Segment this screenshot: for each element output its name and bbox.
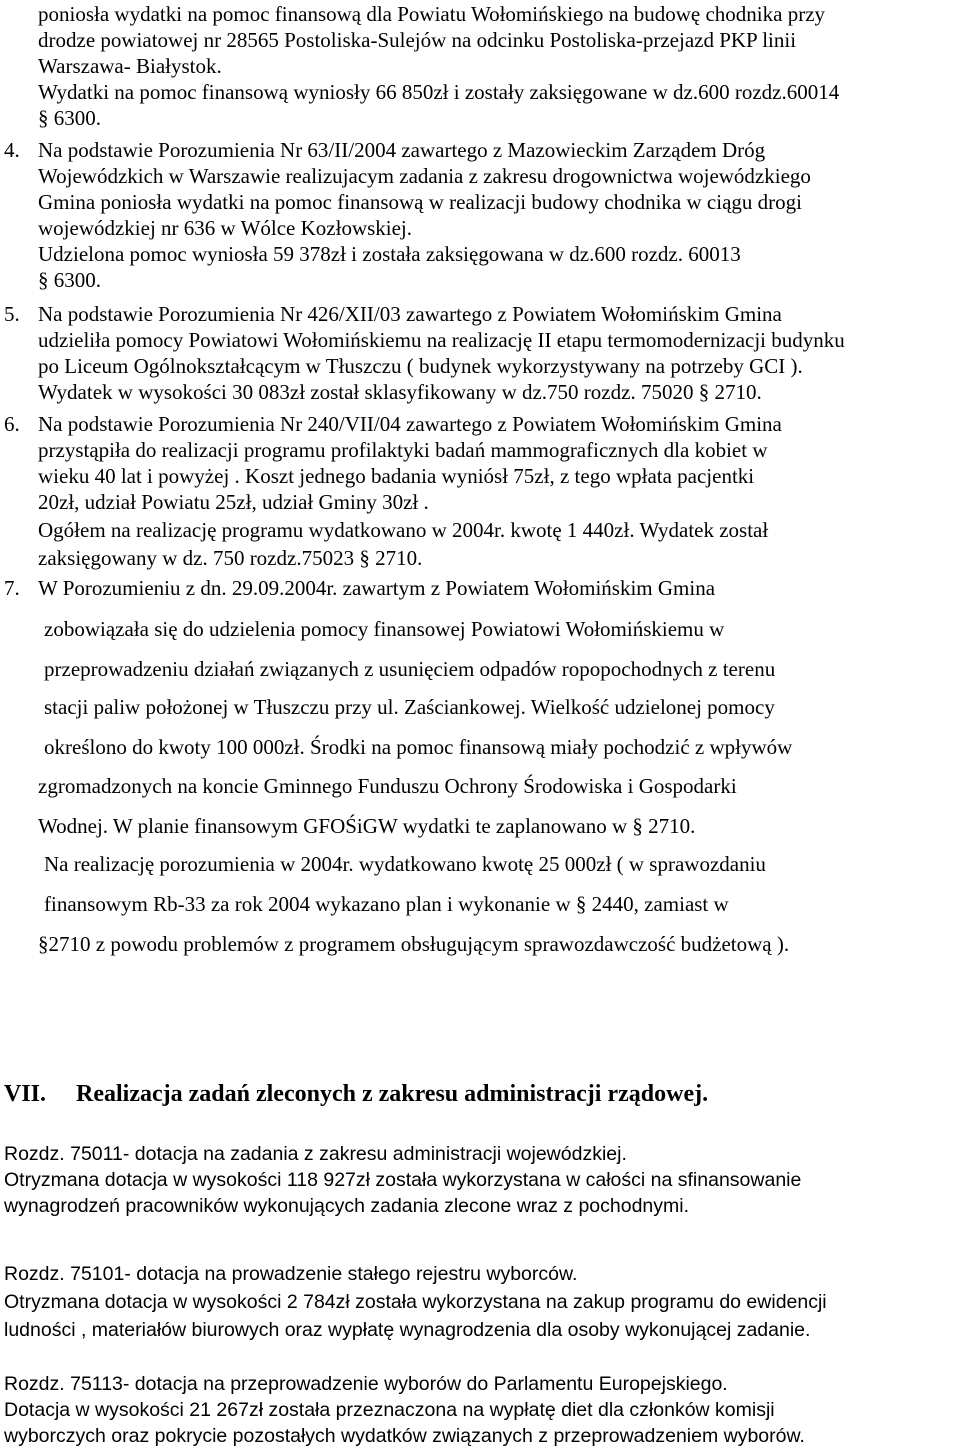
item-7-line-2: zobowiązała się do udzielenia pomocy finansowej Powiatowi Wołomińskiemu w [44,617,725,641]
item-5-line-4: Wydatek w wysokości 30 083zł został sklasyfikowany w dz.750 rozdz. 75020 § 2710. [38,380,762,404]
item-6-line-3: wieku 40 lat i powyżej . Koszt jednego badania wyniósł 75zł, z tego wpłata pacjentki [38,464,755,488]
item-6-line-4: 20zł, udział Powiatu 25zł, udział Gminy 30zł . [38,490,429,514]
item-4-line-2: Wojewódzkich w Warszawie realizujacym zadania z zakresu drogownictwa wojewódzkiego [38,164,811,188]
item-6-number: 6. [4,412,20,436]
item-4-line-6: § 6300. [38,268,101,292]
item-5-line-2: udzieliła pomocy Powiatowi Wołomińskiemu na realizację II etapu termomodernizacji budynku [38,328,845,352]
item-4-line-5: Udzielona pomoc wyniosła 59 378zł i została zaksięgowana w dz.600 rozdz. 60013 [38,242,741,266]
item-7-line-1: W Porozumieniu z dn. 29.09.2004r. zawartym z Powiatem Wołomińskim Gmina [38,576,716,600]
intro-line-4: Wydatki na pomoc finansową wyniosły 66 850zł i zostały zaksięgowane w dz.600 rozdz.60014 [38,80,840,104]
item-6-line-1: Na podstawie Porozumienia Nr 240/VII/04 zawartego z Powiatem Wołomińskim Gmina [38,412,782,436]
item-5-number: 5. [4,302,20,326]
rozdz-75101-line-3: ludności , materiałów biurowych oraz wypłatę wynagrodzenia dla osoby wykonującej zadanie. [4,1319,811,1341]
item-6-line-6: zaksięgowany w dz. 750 rozdz.75023 § 2710. [38,546,423,570]
item-7-line-4: stacji paliw położonej w Tłuszczu przy ul. Zaściankowej. Wielkość udzielonej pomocy [44,695,775,719]
intro-line-2: drodze powiatowej nr 28565 Postoliska-Sulejów na odcinku Postoliska-przejazd PKP linii [38,28,797,52]
item-6-line-2: przystąpiła do realizacji programu profilaktyki badań mammograficznych dla kobiet w [38,438,768,462]
intro-line-3: Warszawa- Białystok. [38,54,222,78]
rozdz-75113-line-3: wyborczych oraz pokrycie pozostałych wydatków związanych z przeprowadzeniem wyborów. [4,1425,805,1447]
item-7-line-10: §2710 z powodu problemów z programem obsługującym sprawozdawczość budżetową ). [38,932,790,956]
rozdz-75011-line-3: wynagrodzeń pracowników wykonujących zadania zlecone wraz z pochodnymi. [4,1195,690,1217]
section-title: Realizacja zadań zleconych z zakresu administracji rządowej. [76,1081,709,1107]
rozdz-75011-heading: Rozdz. 75011- dotacja na zadania z zakresu administracji wojewódzkiej. [4,1143,627,1165]
rozdz-75101-heading: Rozdz. 75101- dotacja na prowadzenie stałego rejestru wyborców. [4,1263,578,1285]
rozdz-75113-line-2: Dotacja w wysokości 21 267zł została przeznaczona na wypłatę diet dla członków komisji [4,1399,775,1421]
item-7-line-3: przeprowadzeniu działań związanych z usunięciem odpadów ropopochodnych z terenu [44,657,776,681]
item-7-line-7: Wodnej. W planie finansowym GFOŚiGW wydatki te zaplanowano w § 2710. [38,814,696,838]
item-7-line-5: określono do kwoty 100 000zł. Środki na pomoc finansową miały pochodzić z wpływów [44,735,793,759]
rozdz-75011-line-2: Otryzmana dotacja w wysokości 118 927zł została wykorzystana w całości na sfinansowanie [4,1169,802,1191]
item-6-line-5: Ogółem na realizację programu wydatkowano w 2004r. kwotę 1 440zł. Wydatek został [38,518,769,542]
item-7-line-6: zgromadzonych na koncie Gminnego Funduszu Ochrony Środowiska i Gospodarki [38,774,737,798]
item-7-line-8: Na realizację porozumienia w 2004r. wydatkowano kwotę 25 000zł ( w sprawozdaniu [44,852,766,876]
rozdz-75101-line-2: Otryzmana dotacja w wysokości 2 784zł została wykorzystana na zakup programu do ewidencji [4,1291,827,1313]
item-4-number: 4. [4,138,20,162]
item-7-line-9: finansowym Rb-33 za rok 2004 wykazano plan i wykonanie w § 2440, zamiast w [44,892,729,916]
rozdz-75113-heading: Rozdz. 75113- dotacja na przeprowadzenie wyborów do Parlamentu Europejskiego. [4,1373,728,1395]
intro-line-1: poniosła wydatki na pomoc finansową dla Powiatu Wołomińskiego na budowę chodnika przy [38,2,826,26]
item-4-line-3: Gmina poniosła wydatki na pomoc finansową w realizacji budowy chodnika w ciągu drogi [38,190,802,214]
item-7-number: 7. [4,576,20,600]
item-4-line-1: Na podstawie Porozumienia Nr 63/II/2004 zawartego z Mazowieckim Zarządem Dróg [38,138,766,162]
section-number: VII. [4,1081,47,1107]
item-5-line-1: Na podstawie Porozumienia Nr 426/XII/03 zawartego z Powiatem Wołomińskim Gmina [38,302,782,326]
item-4-line-4: wojewódzkiej nr 636 w Wólce Kozłowskiej. [38,216,413,240]
intro-line-5: § 6300. [38,106,101,130]
item-5-line-3: po Liceum Ogólnokształcącym w Tłuszczu ( budynek wykorzystywany na potrzeby GCI ). [38,354,803,378]
